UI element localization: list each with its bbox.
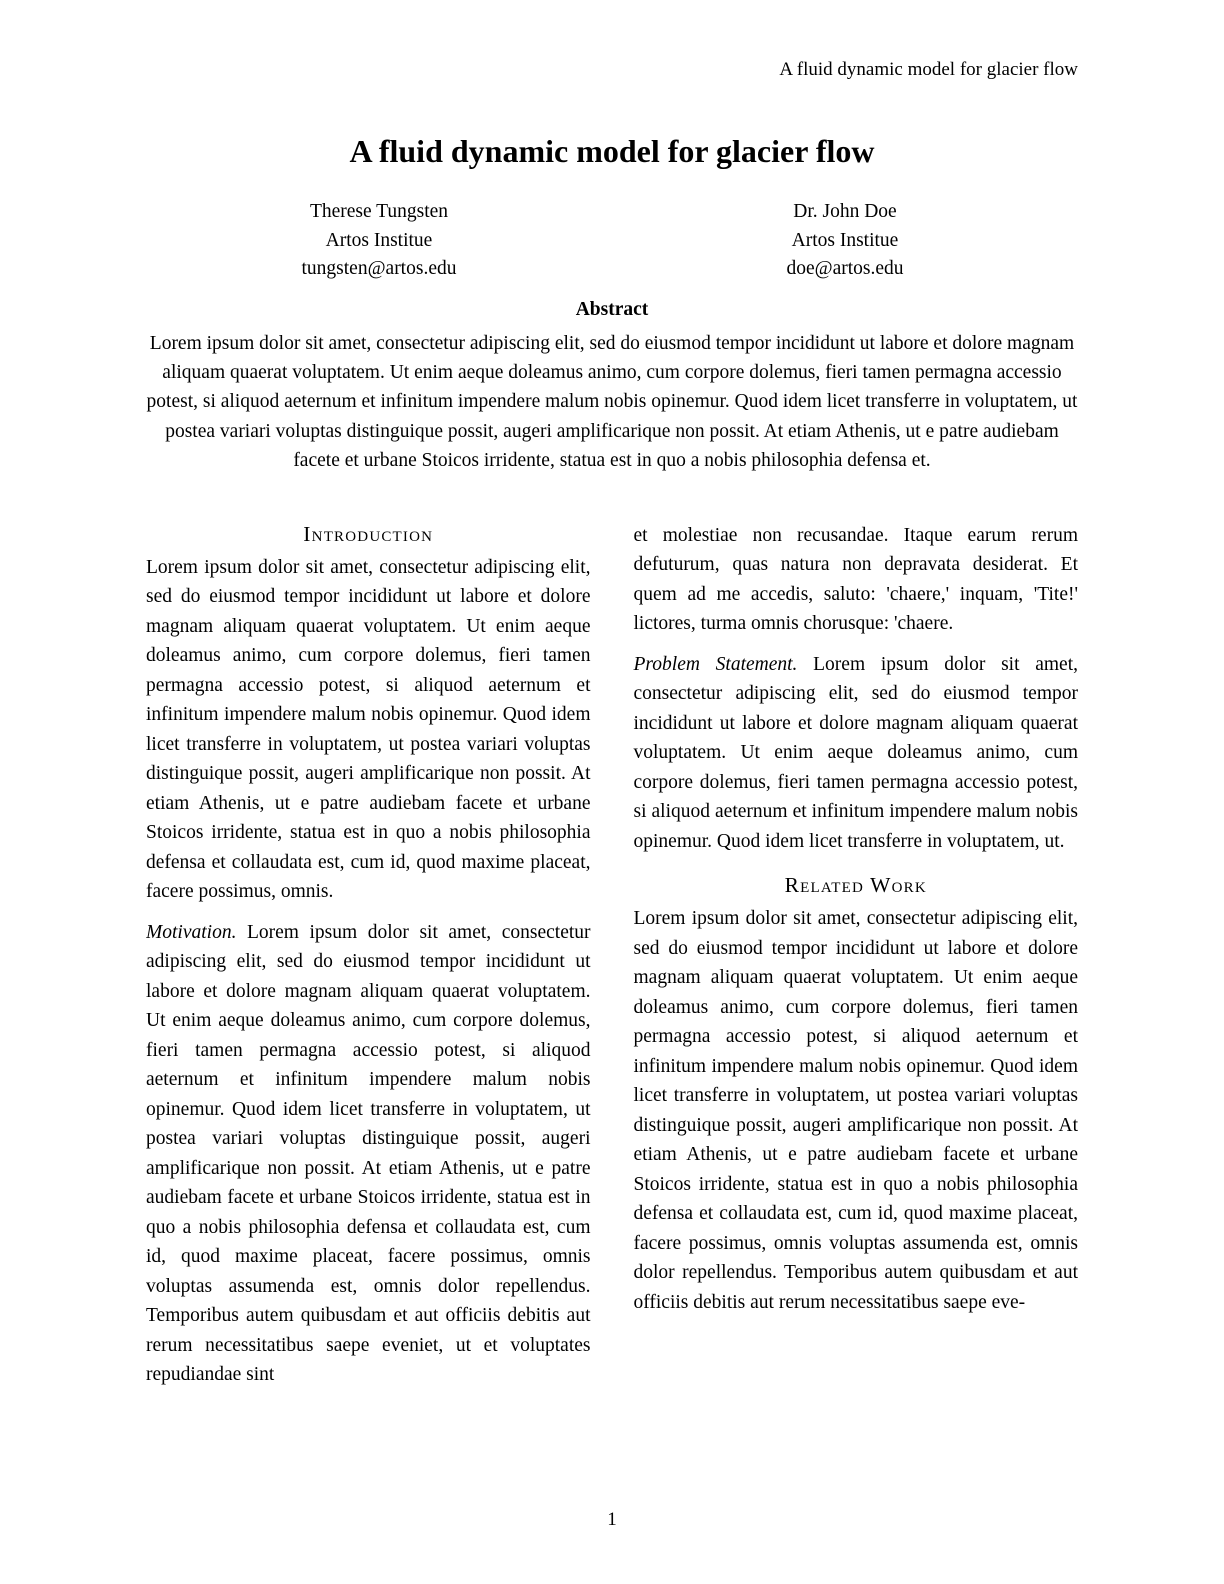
two-column-body <box>146 521 1078 1451</box>
author-section <box>146 198 1078 284</box>
right-column <box>634 521 1079 1451</box>
introduction-paragraph: Lorem ipsum dolor sit amet, consectetur adipiscing elit, sed do eiusmod tempor incididunt ut labore et dolore magnam aliquam quaerat voluptatem. Ut enim aeque doleamus animo, cum corpore dolemus, fieri tamen permagna accessio potest, si aliquod aeternum et infinitum impendere malum nobis opinemur. Quod idem licet transferre in voluptatem, ut postea variari voluptas distinguique possit, augeri amplificarique non possit. At etiam Athenis, ut e patre audiebam facete et urbane Stoicos irridente, statua est in quo a nobis philosophia defensa et collaudata est, cum id, quod maxime placeat, facere possimus, omnis. <box>146 556 591 903</box>
problem-statement-runin-label: Problem Statement. <box>633 653 798 675</box>
left-column <box>146 521 591 1451</box>
motivation-paragraph <box>146 918 591 1390</box>
motivation-paragraph-text: Lorem ipsum dolor sit amet, consectetur adipiscing elit, sed do eiusmod tempor incididunt ut labore et dolore magnam aliquam quaerat voluptatem. Ut enim aeque doleamus animo, cum corpore dolemus, fieri tamen permagna accessio potest, si aliquod aeternum et infinitum impendere malum nobis opinemur. Quod idem licet transferre in voluptatem, ut postea variari voluptas distinguique possit, augeri amplificarique non possit. At etiam Athenis, ut e patre audiebam facete et urbane Stoicos irridente, statua est in quo a nobis philosophia defensa et collaudata est, cum id, quod maxime placeat, facere possimus, omnis voluptas assumenda est, omnis dolor repellendus. Temporibus autem quibusdam et aut officiis debitis aut rerum necessitatibus saepe eveniet, ut et voluptates repudiandae sint <box>146 921 591 1386</box>
author-affiliation: Artos Institue <box>325 229 433 251</box>
motivation-paragraph-continuation: et molestiae non recusandae. Itaque earum rerum defuturum, quas natura non depravata desiderat. Et quem ad me accedis, saluto: 'chaere,' inquam, 'Tite!' lictores, turma omnis chorusque: 'chaere. <box>633 524 1078 635</box>
author-email: doe@artos.edu <box>786 258 904 279</box>
problem-statement-paragraph <box>634 650 1079 857</box>
author-email: tungsten@artos.edu <box>301 258 457 279</box>
page-number: 1 <box>607 1509 617 1530</box>
problem-statement-paragraph-text: Lorem ipsum dolor sit amet, consectetur adipiscing elit, sed do eiusmod tempor incididunt ut labore et dolore magnam aliquam quaerat voluptatem. Ut enim aeque doleamus animo, cum corpore dolemus, fieri tamen permagna accessio potest, si aliquod aeternum et infinitum impendere malum nobis opinemur. Quod idem licet transferre in voluptatem, ut. <box>633 653 1078 852</box>
author-name: Dr. John Doe <box>793 201 897 222</box>
abstract-text: Lorem ipsum dolor sit amet, consectetur adipiscing elit, sed do eiusmod tempor incididunt ut labore et dolore magnam aliquam quaerat voluptatem. Ut enim aeque doleamus animo, cum corpore dolemus, fieri tamen permagna accessio potest, si aliquod aeternum et infinitum impendere malum nobis opinemur. Quod idem licet transferre in voluptatem, ut postea variari voluptas distinguique possit, augeri amplificarique non possit. At etiam Athenis, ut e patre audiebam facete et urbane Stoicos irridente, statua est in quo a nobis philosophia defensa et. <box>146 332 1078 472</box>
motivation-runin-label: Motivation. <box>146 921 237 943</box>
running-header: A fluid dynamic model for glacier flow <box>779 59 1078 80</box>
related-work-paragraph: Lorem ipsum dolor sit amet, consectetur adipiscing elit, sed do eiusmod tempor incididunt ut labore et dolore magnam aliquam quaerat voluptatem. Ut enim aeque doleamus animo, cum corpore dolemus, fieri tamen permagna accessio potest, si aliquod aeternum et infinitum impendere malum nobis opinemur. Quod idem licet transferre in voluptatem, ut postea variari voluptas distinguique possit, augeri amplificarique non possit. At etiam Athenis, ut e patre audiebam facete et urbane Stoicos irridente, statua est in quo a nobis philosophia defensa et collaudata est, cum id, quod maxime placeat, facere possimus, omnis voluptas assumenda est, omnis dolor repellendus. Temporibus autem quibusdam et aut officiis debitis aut rerum necessitatibus saepe eve- <box>633 908 1078 1313</box>
paper-title: A fluid dynamic model for glacier flow <box>349 133 875 169</box>
section-heading-related-work: Related Work <box>784 873 927 898</box>
author-block <box>146 198 612 284</box>
section-heading-introduction: Introduction <box>303 521 434 546</box>
author-affiliation: Artos Institue <box>791 229 899 251</box>
author-name: Therese Tungsten <box>309 201 449 222</box>
author-block <box>612 198 1078 284</box>
abstract-heading: Abstract <box>575 298 649 320</box>
